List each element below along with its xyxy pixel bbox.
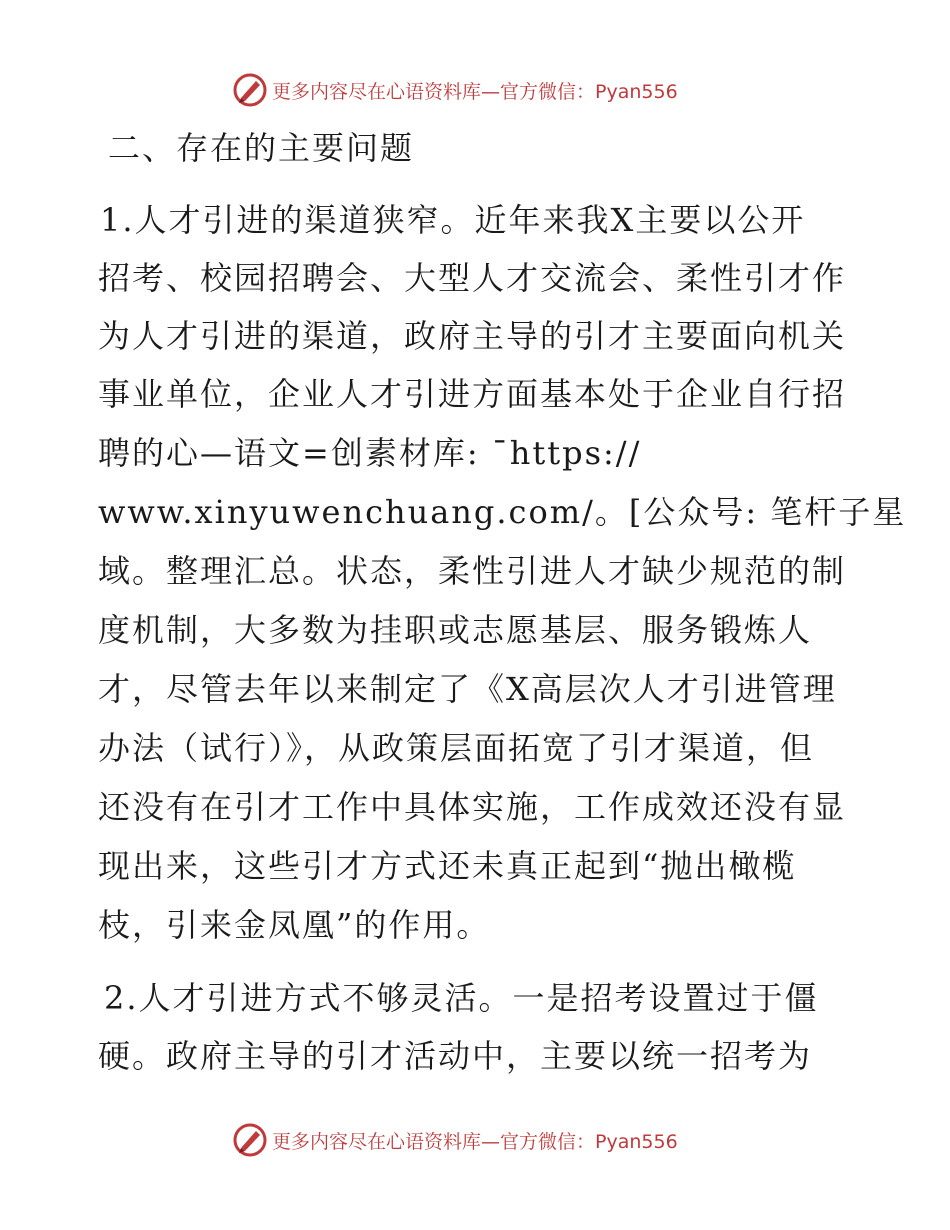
text-line: 招考、校园招聘会、大型人才交流会、柔性引才作 [98, 259, 847, 297]
text-line: 事业单位，企业人才引进方面基本处于企业自行招 [98, 375, 847, 413]
watermark-banner-bottom [232, 1120, 712, 1160]
text-line: 1.人才引进的渠道狭窄。近年来我X主要以公开 [100, 201, 806, 239]
text-line: 现出来，这些引才方式还未真正起到“抛出橄榄 [98, 847, 797, 885]
text-line: 2.人才引进方式不够灵活。一是招考设置过于僵 [104, 979, 819, 1017]
text-line: 办法（试行）》，从政策层面拓宽了引才渠道，但 [98, 729, 815, 767]
text-line: 为人才引进的渠道，政府主导的引才主要面向机关 [98, 317, 847, 355]
text-line: www.xinyuwenchuang.com/。[公众号: 笔杆子星 [98, 493, 907, 531]
text-line: 硬。政府主导的引才活动中，主要以统一招考为 [98, 1037, 813, 1075]
text-line: 聘的心—语文=创素材库: ¯https:// [98, 434, 642, 472]
watermark-banner-top [232, 70, 712, 110]
text-line: 枝，引来金凤凰”的作用。 [98, 906, 491, 944]
text-line: 度机制，大多数为挂职或志愿基层、服务锻炼人 [98, 611, 813, 649]
section-heading: 二、存在的主要问题 [108, 129, 415, 167]
text-line: 还没有在引才工作中具体实施，工作成效还没有显 [98, 788, 847, 826]
text-line: 域。整理汇总。状态，柔性引进人才缺少规范的制 [98, 552, 847, 590]
watermark-text: 更多内容尽在心语资料库—官方微信：Pyan556 [272, 1130, 678, 1153]
watermark-text: 更多内容尽在心语资料库—官方微信：Pyan556 [272, 80, 678, 103]
pen-logo-icon [232, 72, 268, 108]
pen-logo-icon [232, 1122, 268, 1158]
text-line: 才，尽管去年以来制定了《X高层次人才引进管理 [98, 670, 837, 708]
